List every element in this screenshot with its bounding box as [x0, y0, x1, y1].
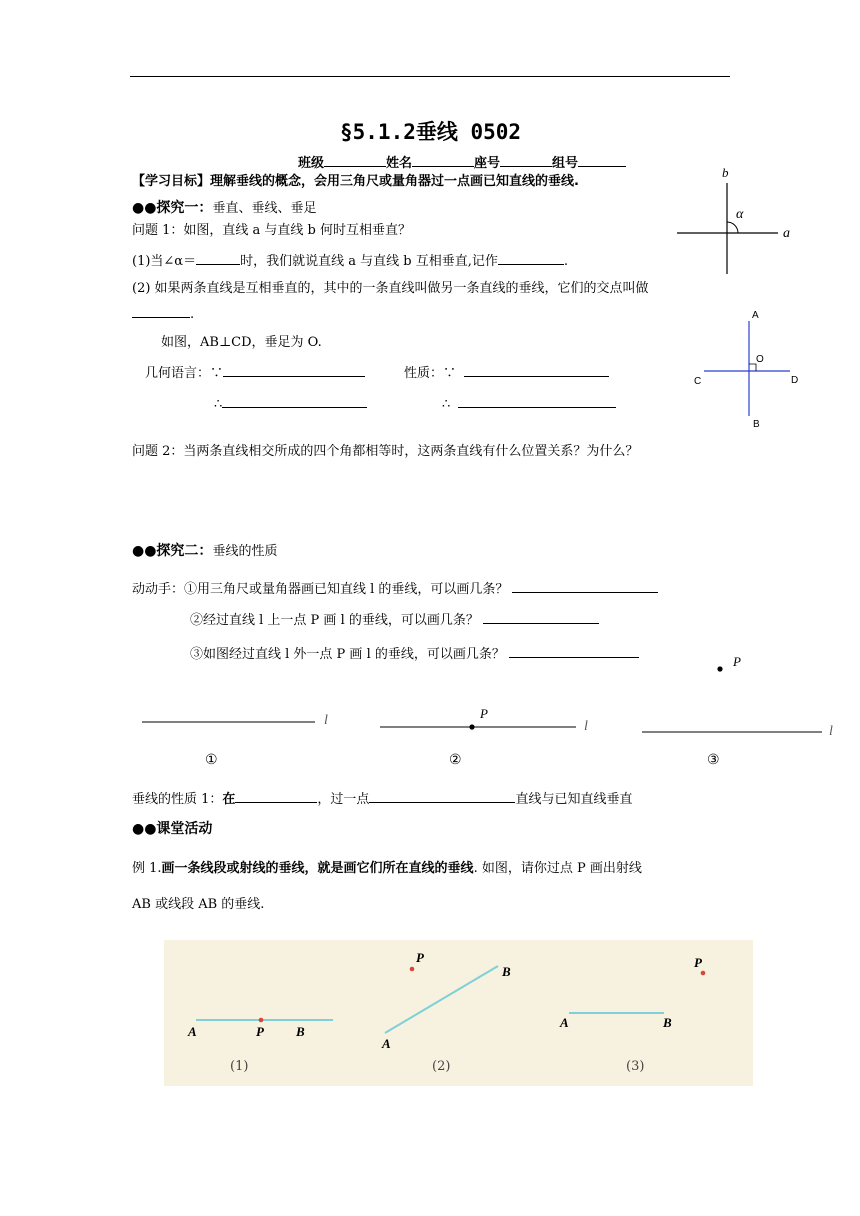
header-rule [130, 76, 730, 77]
label-B: B [753, 419, 760, 430]
photo-label-A-1: A [188, 1024, 197, 1039]
property-therefore-symbol: ∴ [442, 397, 451, 412]
property1-blank-1[interactable] [235, 789, 317, 803]
right-angle-mark [749, 364, 756, 371]
property1-label: 垂线的性质 1： [132, 792, 223, 807]
page-title: §5.1.2垂线 0502 [340, 120, 522, 144]
hands-on-3-blank[interactable] [509, 644, 639, 658]
photo-label-A-3: A [560, 1015, 569, 1030]
perpendicular-property-1 [132, 789, 632, 809]
line-l-label-1: l [324, 713, 328, 728]
property-blank-2[interactable] [458, 394, 616, 408]
geometry-language [145, 363, 365, 383]
angle-arc [727, 222, 738, 233]
group-field[interactable] [578, 153, 626, 167]
q1-2-end: . [190, 307, 195, 322]
label-A: A [752, 310, 759, 321]
hands-on-3 [190, 644, 639, 664]
example-figure-photo [164, 940, 753, 1086]
label-O: O [756, 354, 764, 365]
question-1-part-1 [132, 251, 568, 271]
label-C: C [694, 376, 702, 387]
question-2: 问题 2：当两条直线相交所成的四个角都相等时，这两条直线有什么位置关系？为什么？ [132, 444, 639, 459]
geo-lang-label: 几何语言：∵ [145, 366, 224, 381]
foot-blank-line [132, 304, 194, 324]
geo-therefore [214, 394, 367, 414]
explore1-heading [132, 199, 316, 218]
notation-blank[interactable] [498, 251, 564, 265]
geo-lang-blank-1[interactable] [223, 363, 365, 377]
q1-1-middle: 时，我们就说直线 a 与直线 b 互相垂直,记作 [240, 254, 498, 269]
geo-lang-blank-2[interactable] [222, 394, 367, 408]
name-label: 姓名 [386, 156, 413, 171]
explore1-topic: 垂直、垂线、垂足 [212, 201, 317, 216]
line-l-label-3: l [829, 724, 833, 739]
hands-on-1-text: 动动手：①用三角尺或量角器画已知直线 l 的垂线，可以画几条？ [132, 582, 509, 597]
line-l-label-2: l [584, 719, 588, 734]
label-a: a [783, 226, 790, 241]
property1-blank-2[interactable] [369, 789, 515, 803]
group-label: 组号 [552, 156, 579, 171]
seat-label: 座号 [474, 156, 501, 171]
class-activity-heading: ●●课堂活动 [132, 821, 213, 837]
example-statement: 如图，AB⊥CD，垂足为 O. [161, 335, 322, 350]
foot-blank[interactable] [132, 304, 190, 318]
photo-caption-1: (1) [230, 1059, 249, 1074]
hands-on-1-blank[interactable] [512, 579, 658, 593]
goal-label: 【学习目标】 [132, 174, 211, 189]
learning-goal [132, 173, 579, 191]
example-1-continued: AB 或线段 AB 的垂线. [132, 897, 265, 912]
property-therefore [442, 394, 616, 414]
photo-label-P-3: P [694, 955, 702, 970]
class-field[interactable] [324, 153, 386, 167]
label-alpha: α [736, 207, 744, 222]
property-label: 性质：∵ [404, 366, 457, 381]
photo-label-B-2: B [502, 964, 511, 979]
photo-label-P-1: P [256, 1024, 264, 1039]
q1-1-end: . [563, 254, 568, 269]
label-b: b [722, 165, 729, 180]
hands-on-2-blank[interactable] [483, 610, 599, 624]
point-p-label-3: P [733, 654, 741, 669]
explore2-heading [132, 542, 277, 561]
point-p-off-line [717, 666, 722, 671]
photo-caption-2: (2) [432, 1059, 451, 1074]
figure-number-2: ② [449, 752, 462, 768]
hands-on-1 [132, 579, 658, 599]
property-blank-1[interactable] [464, 363, 609, 377]
hands-on-2 [190, 610, 599, 630]
angle-blank[interactable] [196, 251, 240, 265]
explore2-title: ●●探究二： [132, 543, 213, 559]
example1-bold: 画一条线段或射线的垂线，就是画它们所在直线的垂线 [161, 861, 474, 876]
photo-label-B-1: B [296, 1024, 305, 1039]
name-field[interactable] [412, 153, 474, 167]
property1-in: 在 [222, 792, 236, 807]
photo-label-P-2: P [416, 950, 424, 965]
explore1-title: ●●探究一： [132, 200, 213, 216]
photo-caption-3: (3) [626, 1059, 645, 1074]
label-D: D [791, 375, 799, 386]
point-p-label-2: P [480, 706, 488, 721]
property1-end: 直线与已知直线垂直 [515, 792, 633, 807]
question-1-part-2: (2) 如果两条直线是互相垂直的，其中的一条直线叫做另一条直线的垂线，它们的交点叫做 [132, 281, 649, 296]
example1-rest: . 如图，请你过点 P 画出射线 [473, 861, 642, 876]
point-p-on-line [469, 724, 474, 729]
photo-label-B-3: B [663, 1015, 672, 1030]
class-label: 班级 [298, 156, 325, 171]
hands-on-2-text: ②经过直线 l 上一点 P 画 l 的垂线，可以画几条？ [190, 613, 479, 628]
example-1 [132, 860, 642, 878]
seat-field[interactable] [500, 153, 552, 167]
geo-therefore-symbol: ∴ [214, 397, 223, 412]
figure-number-3: ③ [707, 752, 720, 768]
figure-number-1: ① [205, 752, 218, 768]
property-statement [404, 363, 609, 383]
property1-through: ，过一点 [317, 792, 370, 807]
student-info-fields [298, 153, 626, 173]
q1-1-start: (1)当∠α＝ [132, 254, 197, 269]
goal-text: 理解垂线的概念，会用三角尺或量角器过一点画已知直线的垂线. [210, 174, 579, 189]
hands-on-3-text: ③如图经过直线 l 外一点 P 画 l 的垂线，可以画几条？ [190, 647, 505, 662]
example1-label: 例 1. [132, 861, 162, 876]
question-1: 问题 1：如图，直线 a 与直线 b 何时互相垂直？ [132, 223, 412, 238]
explore2-topic: 垂线的性质 [212, 544, 278, 559]
photo-label-A-2: A [382, 1036, 391, 1051]
